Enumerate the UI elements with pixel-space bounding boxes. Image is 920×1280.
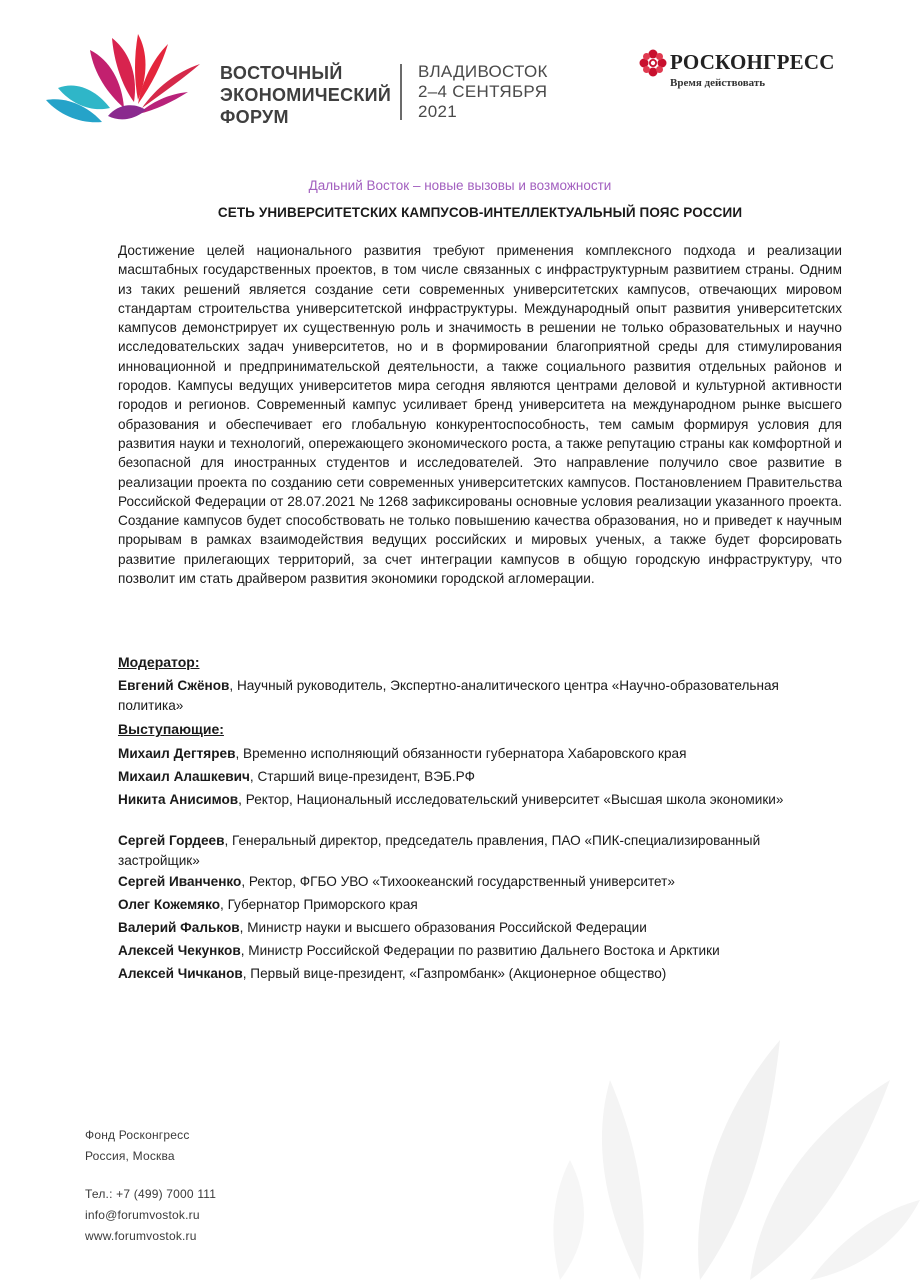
speaker-role: , Министр Российской Федерации по развитию Дальнего Востока и Арктики	[240, 943, 720, 958]
forum-name-line-2: ЭКОНОМИЧЕСКИЙ	[220, 85, 392, 105]
event-city: ВЛАДИВОСТОК	[418, 62, 548, 81]
moderator-entry	[118, 676, 842, 715]
event-info	[418, 62, 548, 122]
lotus-watermark-icon	[520, 1000, 920, 1280]
speaker-entry	[118, 872, 842, 892]
footer-contacts	[85, 1184, 216, 1247]
footer-location: Россия, Москва	[85, 1149, 175, 1163]
roscongress-logo-icon	[638, 48, 668, 78]
roscongress-tagline: Время действовать	[670, 77, 766, 89]
speaker-name: Алексей Чекунков	[118, 943, 241, 958]
session-description: Достижение целей национального развития требуют применения комплексного подхода и реализации масштабных государственных проектов, в том числе связанных с инфраструктурным развитием страны. Одним из таких решений является создание сети современных университетских кампусов, отвечающих мировом стандартам строительства университетской инфраструктуры. Международный опыт развития университетских кампусов демонстрирует их существенную роль и значимость в решении не только образовательных и научно исследовательских задач университетов, но и в формировании благоприятной среды для стимулирования инновационной и предпринимательской деятельности, а также социального развития отдельных районов и городов. Кампусы ведущих университетов мира сегодня являются центрами деловой и культурной активности городов и регионов. Современный кампус усиливает бренд университета на международном рынке высшего образования и обеспечивает его глобальную конкурентоспособность, тем самым формируя условия для развития науки и технологий, опережающего экономического роста, а также репутацию страны как комфортной и безопасной для иностранных студентов и исследователей. Это направление получило свое развитие в реализации проекта по созданию сети современных университетских кампусов. Постановлением Правительства Российской Федерации от 28.07.2021 № 1268 зафиксированы основные условия реализации указанного проекта. Создание кампусов будет способствовать не только повышению качества образования, но и приведет к научным прорывам в рамках взаимодействия ведущих российских и мировых ученых, а также будет форсировать развитие прилегающих территорий, за счет интеграции кампусов в общую городскую инфраструктуру, что позволит им стать драйвером развития экономики городской агломерации.	[118, 243, 842, 587]
speaker-name: Михаил Дегтярев	[118, 746, 236, 761]
speaker-role: , Ректор, Национальный исследовательский университет «Высшая школа экономики»	[238, 792, 784, 807]
speaker-entry	[118, 895, 842, 915]
speaker-role: , Первый вице-президент, «Газпромбанк» (Акционерное общество)	[242, 966, 667, 981]
event-dates: 2–4 СЕНТЯБРЯ	[418, 82, 548, 101]
speaker-name: Михаил Алашкевич	[118, 769, 250, 784]
footer-website-link[interactable]: www.forumvostok.ru	[85, 1229, 197, 1243]
speaker-role: , Ректор, ФГБО УВО «Тихоокеанский государственный университет»	[241, 874, 675, 889]
moderator-heading: Модератор:	[118, 654, 200, 670]
header-divider	[400, 64, 402, 120]
eef-lotus-logo-icon	[38, 30, 208, 130]
session-theme: Дальний Восток – новые вызовы и возможности	[308, 178, 612, 193]
speakers-heading: Выступающие:	[118, 721, 224, 737]
footer-phone: Тел.: +7 (499) 7000 111	[85, 1187, 217, 1201]
speaker-role: , Временно исполняющий обязанности губернатора Хабаровского края	[235, 746, 687, 761]
forum-name	[220, 62, 391, 128]
roscongress-name: РОСКОНГРЕСС	[670, 50, 835, 74]
speaker-entry	[118, 767, 842, 787]
footer-org: Фонд Росконгресс	[85, 1128, 190, 1142]
speaker-entry	[118, 941, 842, 961]
footer-org-block	[85, 1125, 190, 1167]
forum-name-line-1: ВОСТОЧНЫЙ	[220, 63, 343, 83]
speaker-role: , Генеральный директор, председатель правления, ПАО «ПИК-специализированный застройщик»	[118, 833, 761, 868]
speaker-entry	[118, 744, 842, 764]
speaker-name: Алексей Чичканов	[118, 966, 243, 981]
speaker-role: , Старший вице-президент, ВЭБ.РФ	[249, 769, 475, 784]
event-year: 2021	[418, 102, 458, 121]
speaker-name: Никита Анисимов	[118, 792, 239, 807]
footer-email-link[interactable]: info@forumvostok.ru	[85, 1208, 200, 1222]
speaker-entry	[118, 918, 842, 938]
speaker-entry	[118, 964, 842, 984]
forum-name-line-3: ФОРУМ	[220, 107, 289, 127]
speaker-entry	[118, 831, 842, 870]
speaker-name: Олег Кожемяко	[118, 897, 221, 912]
speaker-role: , Министр науки и высшего образования Российской Федерации	[239, 920, 647, 935]
speaker-name: Сергей Иванченко	[118, 874, 242, 889]
moderator-name: Евгений Сжёнов	[118, 678, 230, 693]
speaker-entry	[118, 790, 842, 810]
speaker-name: Сергей Гордеев	[118, 833, 225, 848]
session-title: СЕТЬ УНИВЕРСИТЕТСКИХ КАМПУСОВ-ИНТЕЛЛЕКТУАЛЬНЫЙ ПОЯС РОССИИ	[217, 205, 743, 220]
speaker-role: , Губернатор Приморского края	[220, 897, 418, 912]
speaker-name: Валерий Фальков	[118, 920, 240, 935]
moderator-role: , Научный руководитель, Экспертно-аналитического центра «Научно-образовательная политика»	[118, 678, 779, 713]
